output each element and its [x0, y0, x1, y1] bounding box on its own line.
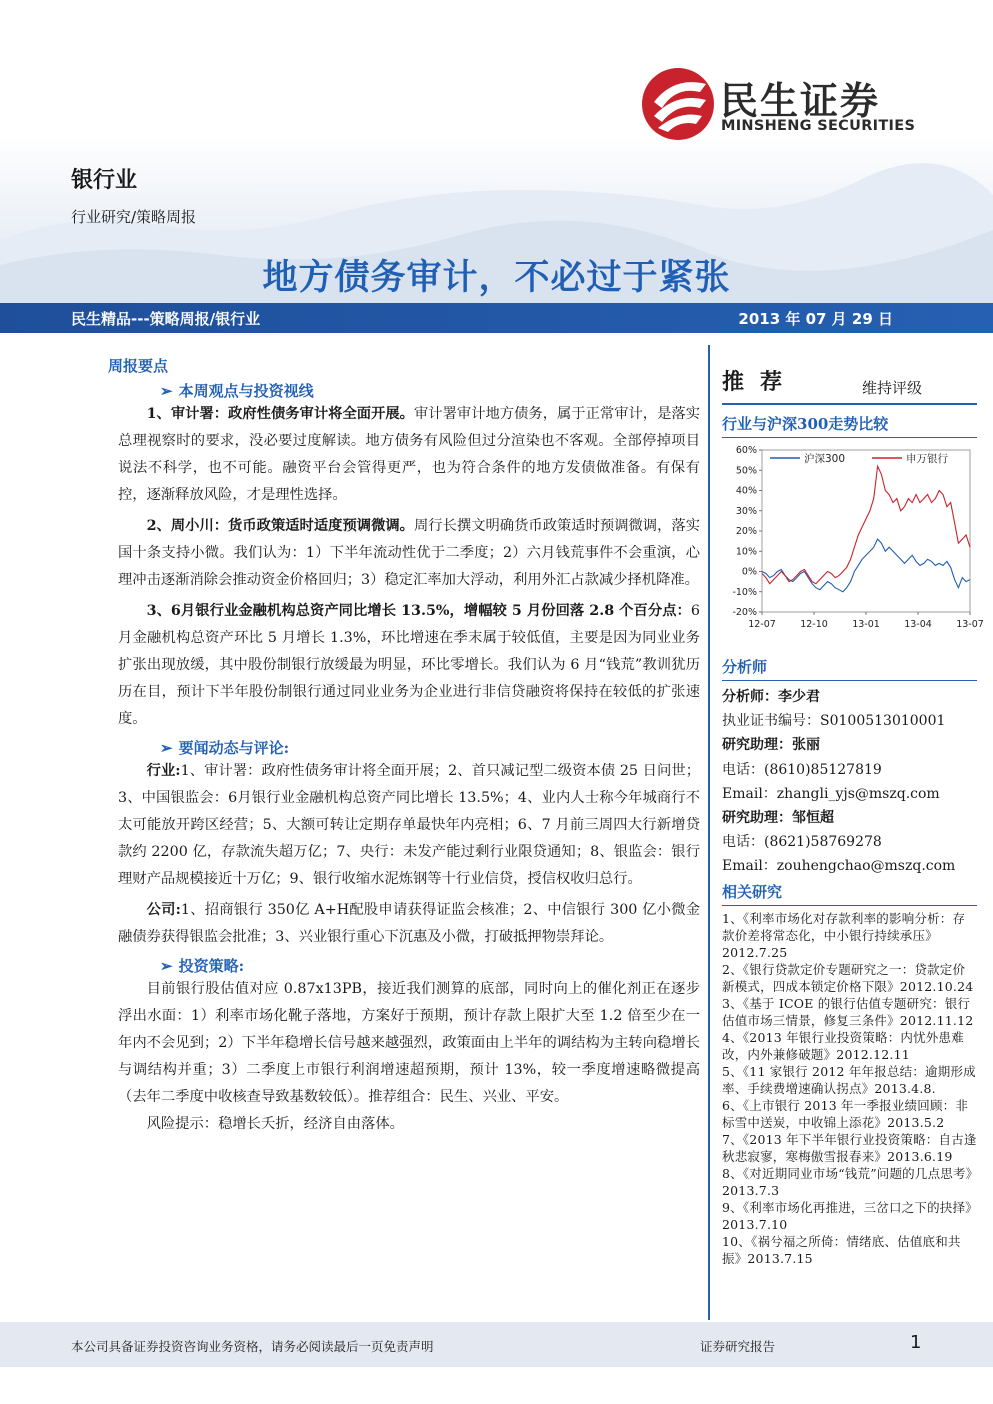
subheading-news: [160, 737, 700, 758]
brand-name-en: MINSHENG SECURITIES: [721, 118, 916, 134]
paragraph-2: [118, 513, 700, 594]
x-tick-label: 12-10: [800, 619, 828, 630]
y-tick-label: 0%: [741, 566, 757, 578]
paragraph-1-body: 审计署审计地方债务，属于正常审计，是落实总理视察时的要求，没必要过度解读。地方债务有风险但过分渲染也不客观。全部停掉项目说法不科学，也不可能。融资平台会管得更严，也为符合条件的地方发债做准备。有保有控，逐渐释放风险，才是理性选择。: [118, 406, 701, 503]
paragraph-industry-body: 1、审计署：政府性债务审计将全面开展；2、首只减记型二级资本债 25 日问世；3、中国银监会：6月银行业金融机构总资产同比增长 13.5%；4、业内人士称今年城商行不太可能放开跨区经营；5、大额可转让定期存单最快年内亮相；6、7 月前三周四大行新增贷款约 2200 亿，存款流失超万亿；7、央行：未发产能过剩行业限贷通知；8、银监会：银行理财产品规模接近十万亿；9、银行收缩水泥炼钢等十行业信贷，授信权收归总行。: [118, 763, 700, 887]
arrow-icon: ➢: [160, 382, 173, 400]
analyst-title: 分析师: [722, 648, 977, 681]
related-report-item: 3、《基于 ICOE 的银行估值专题研究：银行估值市场三情景，修复三条件》2012.11.12: [722, 995, 974, 1028]
report-date: 2013 年 07 月 29 日: [738, 310, 893, 328]
y-tick-label: 30%: [735, 505, 757, 517]
page-number: 1: [910, 1332, 922, 1353]
x-tick-label: 13-07: [956, 619, 984, 630]
footer-label: 证券研究报告: [700, 1339, 776, 1354]
footer-disclaimer: 本公司具备证券投资咨询业务资格，请务必阅读最后一页免责声明: [71, 1339, 434, 1354]
subheading-views: [160, 380, 700, 401]
arrow-icon: ➢: [160, 957, 173, 975]
y-tick-label: -20%: [732, 607, 757, 618]
rating-note: 维持评级: [862, 379, 923, 397]
series-line-0: [762, 539, 970, 592]
rating-value: 推荐: [722, 370, 799, 395]
y-tick-label: 10%: [735, 546, 757, 558]
paragraph-1: [118, 401, 700, 509]
subheading-strategy: [160, 955, 700, 976]
analyst-list: [722, 681, 977, 879]
column-divider: [708, 345, 710, 1320]
paragraph-risk: 风险提示：稳增长夭折，经济自由落体。: [146, 1116, 404, 1132]
subheading-text: 投资策略:: [178, 957, 245, 975]
paragraph-1-lead: 1、审计署：政府性债务审计将全面开展。: [146, 406, 414, 422]
related-report-item: 9、《利率市场化再推进，三岔口之下的抉择》2013.7.10: [722, 1199, 972, 1232]
analyst-line-value: (8610)85127819: [764, 761, 882, 778]
analyst-line-value: (8621)58769278: [764, 834, 882, 851]
analyst-line-label: 电话：: [722, 834, 764, 851]
y-tick-label: 20%: [735, 526, 757, 537]
subheading-text: 要闻动态与评论:: [178, 739, 290, 757]
paragraph-2-body: 周行长撰文明确货币政策适时预调微调，落实国十条支持小微。我们认为：1）下半年流动性优于二季度；2）六月钱荒事件不会重演，心理冲击逐渐消除会推动资金价格回归；3）稳定汇率加大浮动，利用外汇占款减少择机降准。: [118, 518, 701, 588]
analyst-line-value: S0100513010001: [820, 713, 946, 730]
x-tick-label: 13-01: [852, 619, 880, 630]
analyst-line: [722, 709, 977, 733]
paragraph-3-lead: 3、6月银行业金融机构总资产同比增长 13.5%，增幅较 5 月份回落 2.8 个百分点：: [146, 603, 691, 619]
report-title: 地方债务审计，不必过于紧张: [262, 258, 731, 298]
section-title: 周报要点: [108, 357, 169, 375]
chart-svg: [722, 442, 984, 642]
x-tick-label: 12-07: [748, 619, 776, 630]
analyst-line: [722, 685, 977, 709]
analyst-line: [722, 782, 977, 806]
chart-frame: [762, 450, 970, 612]
related-report-item: 5、《11 家银行 2012 年年报总结：逾期形成率、手续费增速确认拐点》2013.4.8.: [722, 1063, 976, 1096]
rating-box: [722, 355, 977, 405]
analyst-line: [722, 758, 977, 782]
related-report-item: 1、《利率市场化对存款利率的影响分析：存款价差将常态化，中小银行持续承压》2012.7.25: [722, 910, 966, 960]
performance-chart: [722, 442, 984, 642]
y-tick-label: 50%: [735, 465, 757, 477]
chart-title: 行业与沪深300走势比较: [722, 405, 977, 438]
related-report-item: 10、《祸兮福之所倚：情绪底、估值底和共振》2013.7.15: [722, 1233, 961, 1266]
paragraph-company-lead: 公司:: [146, 902, 181, 918]
analyst-line: [722, 733, 977, 757]
paragraph-3: [118, 598, 700, 733]
analyst-line-label: Email：: [722, 858, 777, 875]
related-report-item: 8、《对近期同业市场“钱荒”问题的几点思考》2013.7.3: [722, 1165, 973, 1198]
legend-label: 申万银行: [906, 453, 948, 465]
related-title: 相关研究: [722, 879, 977, 906]
paragraph-industry-news: [118, 758, 700, 893]
analyst-line-value: 张丽: [792, 737, 820, 754]
page-footer: [0, 1322, 993, 1367]
paragraph-2-lead: 2、周小川：货币政策适时适度预调微调。: [146, 518, 414, 534]
series-line-1: [762, 466, 970, 584]
y-tick-label: -10%: [732, 586, 757, 598]
analyst-line-value: zouhengchao@mszq.com: [776, 858, 956, 875]
analyst-line: [722, 806, 977, 830]
paragraph-3-body: 6月金融机构总资产环比 5 月增长 1.3%，环比增速在季末属于较低值，主要是因为同业业务扩张出现放缓，其中股份制银行放缓最为明显，环比零增长。我们认为 6 月“钱荒”教训犹历历在目，预计下半年股份制银行通过同业业务为企业进行非信贷融资将保持在较低的扩张速度。: [118, 603, 700, 727]
paragraph-company-news: [118, 897, 700, 951]
related-report-item: 2、《银行贷款定价专题研究之一：贷款定价新模式，四成本锁定价格下限》2012.10.24: [722, 961, 974, 994]
paragraph-strategy: 目前银行股估值对应 0.87x13PB，接近我们测算的底部，同时向上的催化剂正在逐步浮出水面：1）利率市场化靴子落地，方案好于预期，预计存款上限扩大至 1.2 倍至少在一年内不会见到；2）下半年稳增长信号越来越强烈，政策面由上半年的调结构为主转向稳增长与调结构并重；3）二季度上市银行利润增速超预期，预计 13%，较一季度增速略微提高（去年二季度中收核查导致基数较低）。推荐组合：民生、兴业、平安。: [118, 981, 700, 1105]
related-list: [722, 906, 977, 1267]
paragraph-company-body: 1、招商银行 350亿 A+H配股申请获得证监会核准；2、中信银行 300 亿小微金融债券获得银监会批准；3、兴业银行重心下沉惠及小微，打破抵押物崇拜论。: [118, 902, 701, 945]
analyst-line-label: 电话：: [722, 761, 764, 778]
main-content: [108, 355, 701, 1138]
analyst-line-label: 研究助理：: [722, 810, 792, 827]
related-report-item: 4、《2013 年银行业投资策略：内忧外患难改，内外兼修破题》2012.12.11: [722, 1029, 964, 1062]
analyst-line-label: Email：: [722, 785, 777, 802]
industry-label: 银行业: [71, 168, 138, 193]
analyst-line-value: 邹恒超: [792, 810, 834, 827]
analyst-line-value: zhangli_yjs@mszq.com: [776, 785, 940, 802]
analyst-line: [722, 830, 977, 854]
y-tick-label: 60%: [735, 445, 757, 456]
legend-label: 沪深300: [804, 453, 846, 465]
sidebar: [722, 355, 984, 1267]
paragraph-industry-lead: 行业:: [146, 763, 181, 779]
subheading-text: 本周观点与投资视线: [178, 382, 314, 400]
y-tick-label: 40%: [735, 485, 757, 497]
related-report-item: 6、《上市银行 2013 年一季报业绩回顾：非标雪中送炭，中收锦上添花》2013.5.2: [722, 1097, 969, 1130]
title-bar: [0, 303, 993, 333]
brand-name-cn: 民生证券: [720, 79, 881, 123]
analyst-line: [722, 854, 977, 878]
arrow-icon: ➢: [160, 739, 173, 757]
series-label: 民生精品---策略周报/银行业: [71, 310, 261, 328]
analyst-line-label: 执业证书编号：: [722, 713, 820, 730]
analyst-line-value: 李少君: [778, 689, 820, 705]
related-report-item: 7、《2013 年下半年银行业投资策略：自古逢秋悲寂寥，寒梅傲雪报春来》2013.6.19: [722, 1131, 977, 1164]
analyst-line-label: 研究助理：: [722, 737, 792, 754]
analyst-line-label: 分析师：: [722, 689, 778, 705]
report-type: 行业研究/策略周报: [71, 208, 197, 226]
x-tick-label: 13-04: [904, 619, 932, 630]
